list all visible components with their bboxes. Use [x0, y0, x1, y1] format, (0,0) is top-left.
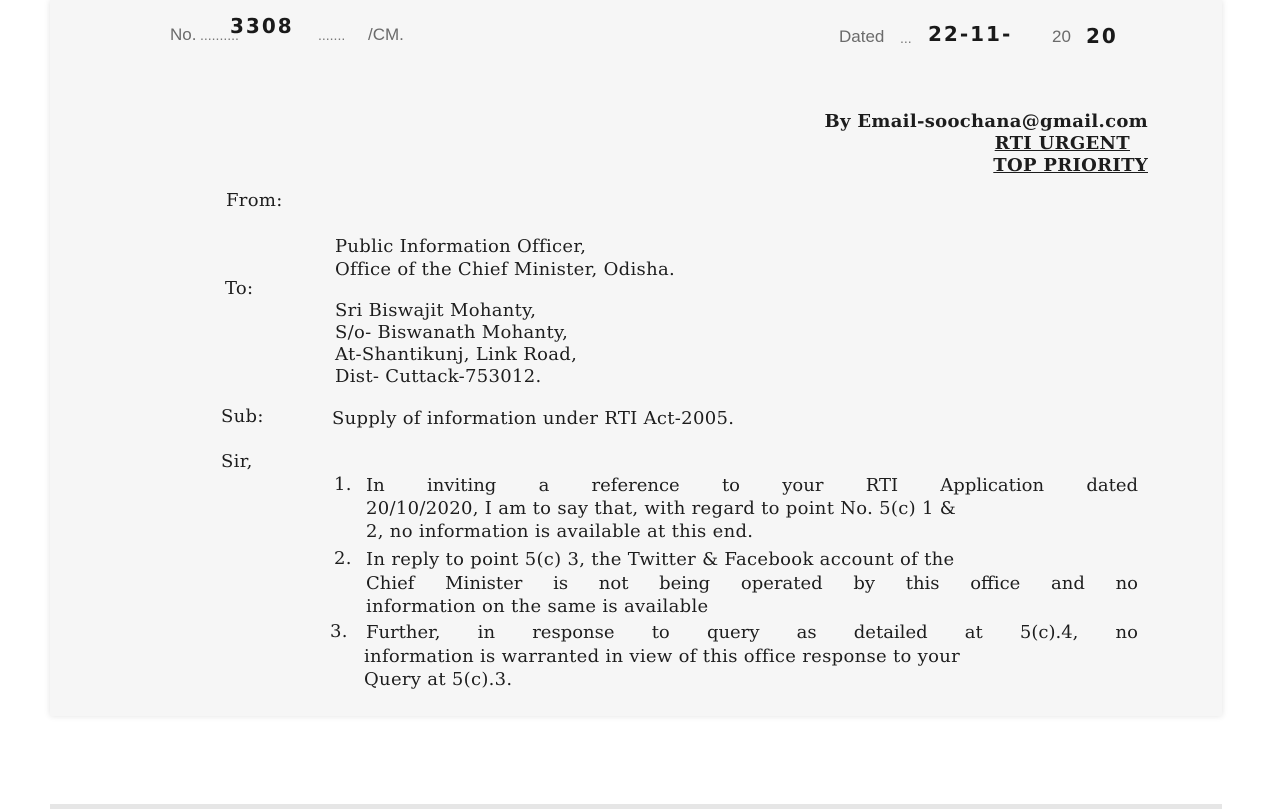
reference-number-dots: ..........	[200, 27, 239, 43]
to-line-3: At-Shantikunj, Link Road,	[335, 344, 578, 365]
dated-value: 22-11-	[928, 22, 1013, 46]
point-3-number: 3.	[330, 621, 348, 642]
dated-label: Dated	[839, 27, 885, 46]
point-2-line-1: In reply to point 5(c) 3, the Twitter & Facebook account of the	[366, 549, 955, 570]
subject-text: Supply of information under RTI Act-2005.	[332, 408, 735, 429]
reference-number-suffix: /CM.	[368, 25, 404, 44]
from-line-2: Office of the Chief Minister, Odisha.	[335, 259, 676, 280]
dated-year-prefix: 20	[1052, 27, 1071, 46]
rti-urgent-flag: RTI URGENT	[994, 133, 1130, 154]
point-1-line-1: In inviting a reference to your RTI Application dated	[366, 475, 1138, 496]
point-3-line-1: Further, in response to query as detailed at 5(c).4, no	[366, 622, 1138, 643]
from-label: From:	[226, 190, 283, 211]
subject-label: Sub:	[221, 406, 264, 427]
dated-year-value: 20	[1086, 24, 1118, 48]
point-3-line-2: information is warranted in view of this office response to your	[364, 646, 961, 667]
reference-number-dots-trailing: .......	[318, 27, 346, 43]
point-2-line-2: Chief Minister is not being operated by this office and no	[366, 573, 1138, 594]
point-3-line-3: Query at 5(c).3.	[364, 669, 513, 690]
email-delivery-line: By Email-soochana@gmail.com	[824, 111, 1148, 132]
reference-number-value: 3308	[230, 14, 294, 38]
salutation: Sir,	[221, 451, 253, 472]
from-line-1: Public Information Officer,	[335, 236, 587, 257]
point-2-line-3: information on the same is available	[366, 596, 709, 617]
to-line-1: Sri Biswajit Mohanty,	[335, 300, 537, 321]
top-priority-flag: TOP PRIORITY	[993, 155, 1148, 176]
point-2-number: 2.	[334, 548, 352, 569]
point-1-number: 1.	[334, 474, 352, 495]
point-1-line-3: 2, no information is available at this end.	[366, 521, 754, 542]
to-label: To:	[225, 278, 254, 299]
point-1-line-2: 20/10/2020, I am to say that, with regard to point No. 5(c) 1 &	[366, 498, 957, 519]
to-line-4: Dist- Cuttack-753012.	[335, 366, 542, 387]
reference-number-label: No.	[170, 25, 197, 44]
page-edge	[50, 804, 1222, 809]
to-line-2: S/o- Biswanath Mohanty,	[335, 322, 569, 343]
dated-dots: ...	[900, 30, 912, 46]
